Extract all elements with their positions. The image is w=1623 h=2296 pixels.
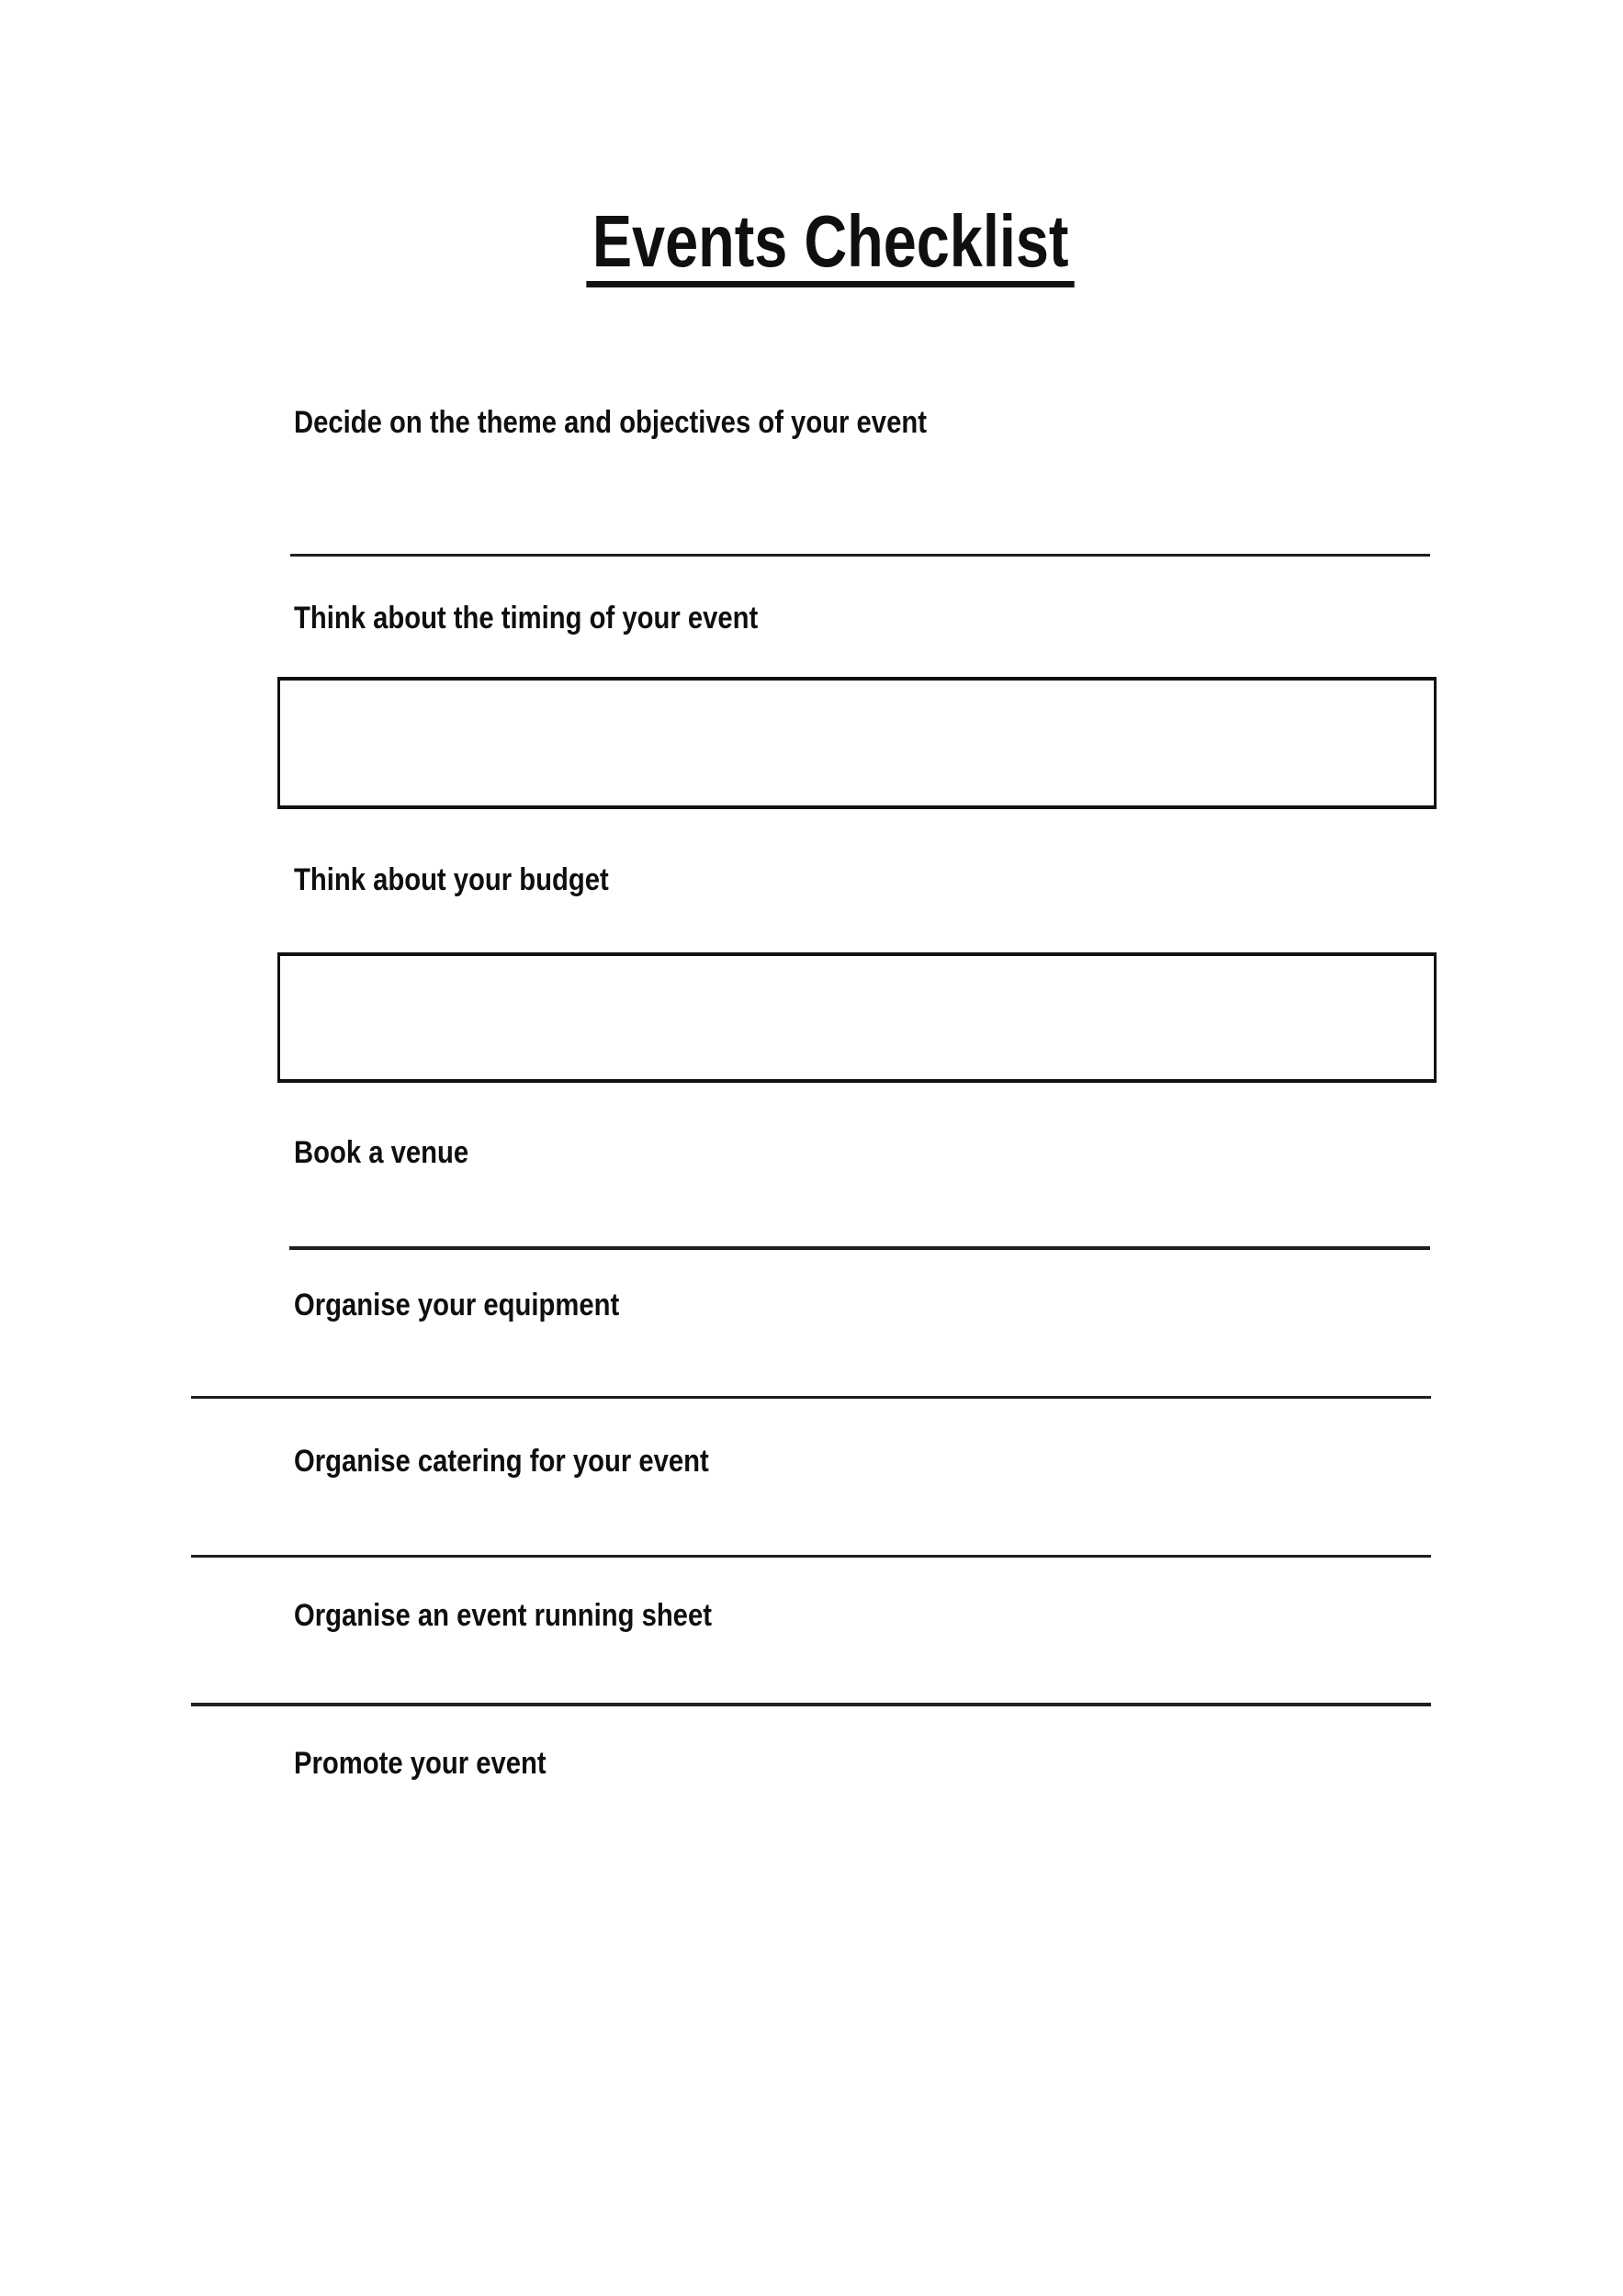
answer-line-running-sheet [191,1703,1431,1706]
checklist-item-timing: Think about the timing of your event [294,601,759,636]
checklist-item-catering: Organise catering for your event [294,1444,709,1479]
checklist-item-promote: Promote your event [294,1746,547,1781]
answer-line-venue [289,1246,1430,1250]
answer-line-equipment [191,1396,1431,1399]
title-container [0,200,1623,287]
answer-box-budget[interactable] [277,952,1437,1083]
checklist-item-venue: Book a venue [294,1135,469,1170]
checklist-item-equipment: Organise your equipment [294,1288,620,1322]
answer-line-theme-objectives [290,554,1430,557]
answer-line-catering [191,1555,1431,1558]
document-title: Events Checklist [587,205,1076,287]
checklist-item-running-sheet: Organise an event running sheet [294,1598,712,1633]
checklist-item-theme-objectives: Decide on the theme and objectives of your event [294,405,927,440]
checklist-item-budget: Think about your budget [294,862,609,897]
answer-box-timing[interactable] [277,677,1437,809]
